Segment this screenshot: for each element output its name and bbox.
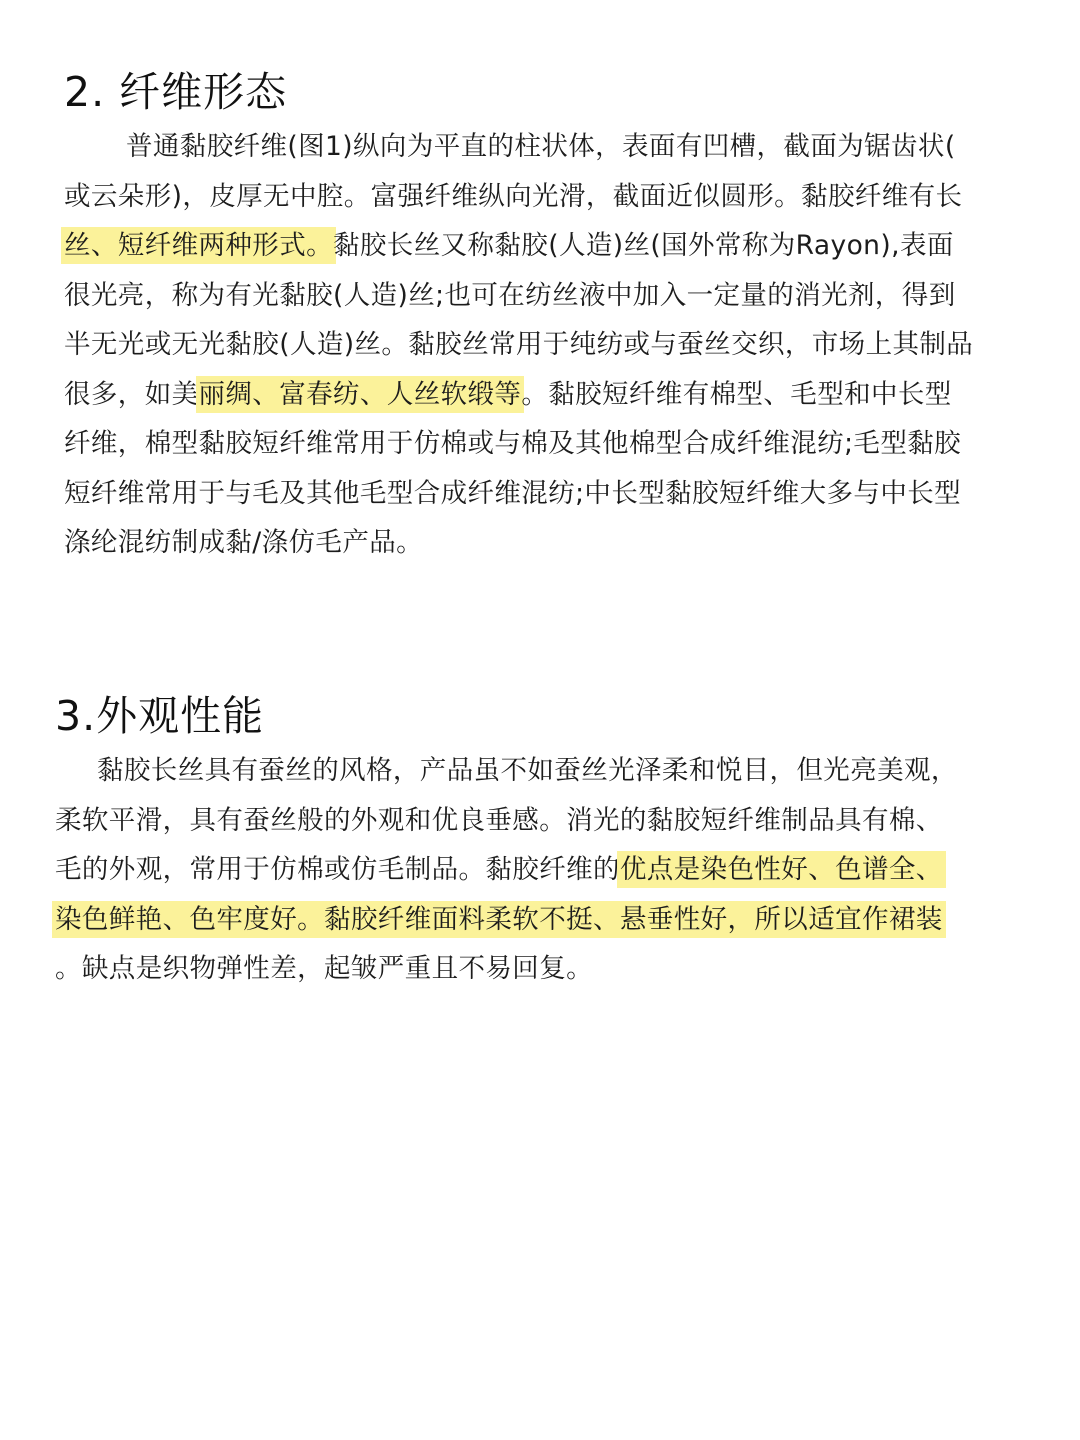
body-text: 毛的外观，常用于仿棉或仿毛制品。黏胶纤维的 bbox=[55, 854, 620, 885]
highlighted-text: 优点是染色性好、色谱全、 bbox=[619, 854, 943, 885]
body-text: 普通黏胶纤维(图1)纵向为平直的柱状体，表面有凹槽，截面为锯齿状( bbox=[126, 131, 956, 162]
paragraph-appearance-performance bbox=[55, 746, 1045, 994]
text-line bbox=[64, 221, 1044, 271]
text-line bbox=[64, 271, 1044, 321]
body-text: 黏胶长丝具有蚕丝的风格，产品虽不如蚕丝光泽柔和悦目，但光亮美观， bbox=[97, 755, 958, 786]
highlighted-text: 染色鲜艳、色牢度好。黏胶纤维面料柔软不挺、悬垂性好，所以适宜作裙装 bbox=[55, 903, 943, 935]
text-line bbox=[64, 469, 1044, 519]
text-line bbox=[64, 419, 1044, 469]
body-text: 纤维，棉型黏胶短纤维常用于仿棉或与棉及其他棉型合成纤维混纺;毛型黏胶 bbox=[64, 428, 962, 459]
body-text: 短纤维常用于与毛及其他毛型合成纤维混纺;中长型黏胶短纤维大多与中长型 bbox=[64, 477, 962, 509]
body-text: 或云朵形)，皮厚无中腔。富强纤维纵向光滑，截面近似圆形。黏胶纤维有长 bbox=[64, 180, 963, 212]
text-line bbox=[64, 320, 1044, 370]
highlighted-text: 丝、短纤维两种形式。 bbox=[64, 230, 333, 261]
section-title-fiber-morphology: 2. 纤维形态 bbox=[64, 68, 288, 116]
text-line bbox=[64, 518, 1044, 568]
body-text: 。缺点是织物弹性差，起皱严重且不易回复。 bbox=[55, 953, 593, 984]
text-line bbox=[64, 172, 1044, 222]
paragraph-fiber-morphology bbox=[64, 122, 1044, 568]
body-text: 涤纶混纺制成黏/涤仿毛产品。 bbox=[64, 527, 424, 558]
body-text: 。黏胶短纤维有棉型、毛型和中长型 bbox=[521, 378, 952, 410]
text-line bbox=[55, 845, 1045, 895]
body-text: 黏胶长丝又称黏胶(人造)丝(国外常称为Rayon),表面 bbox=[333, 230, 954, 261]
text-line bbox=[55, 944, 1045, 994]
text-line bbox=[64, 122, 1044, 172]
body-text: 很光亮，称为有光黏胶(人造)丝;也可在纺丝液中加入一定量的消光剂，得到 bbox=[64, 279, 956, 311]
body-text: 很多，如美 bbox=[64, 378, 199, 410]
text-line bbox=[64, 370, 1044, 420]
text-line bbox=[55, 796, 1045, 846]
text-line bbox=[55, 895, 1045, 945]
highlighted-text: 丽绸、富春纺、人丝软缎等 bbox=[198, 378, 522, 410]
text-line bbox=[55, 746, 1045, 796]
body-text: 柔软平滑，具有蚕丝般的外观和优良垂感。消光的黏胶短纤维制品具有棉、 bbox=[55, 804, 943, 836]
body-text: 半无光或无光黏胶(人造)丝。黏胶丝常用于纯纺或与蚕丝交织，市场上其制品 bbox=[64, 329, 974, 360]
section-title-appearance-performance: 3.外观性能 bbox=[55, 692, 265, 740]
